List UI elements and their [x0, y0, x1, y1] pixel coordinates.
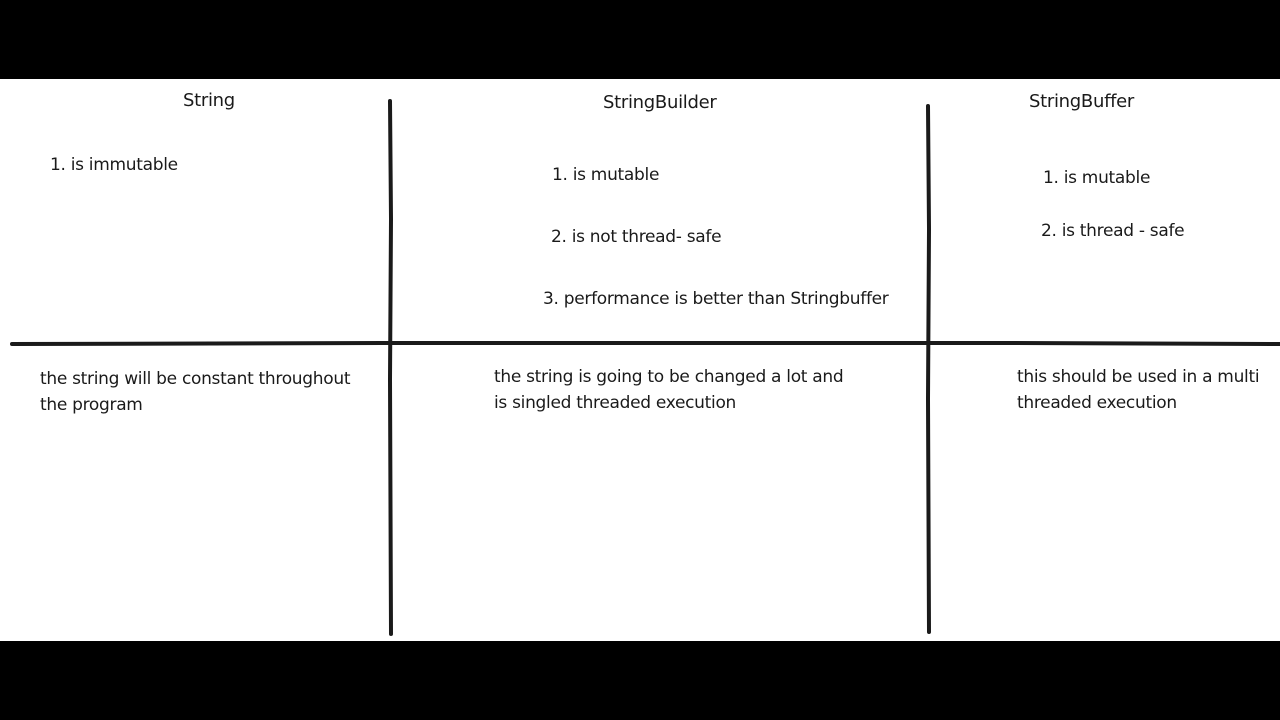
column-heading-stringbuffer: StringBuffer [1029, 91, 1135, 112]
stringbuilder-point-3: 3. performance is better than Stringbuffer [543, 289, 889, 309]
column-heading-string: String [183, 90, 235, 111]
column-heading-stringbuilder: StringBuilder [603, 92, 717, 113]
stringbuffer-point-2: 2. is thread - safe [1041, 221, 1185, 241]
whiteboard-canvas [0, 79, 1280, 641]
divider-line-right [928, 106, 929, 632]
stringbuilder-point-2: 2. is not thread- safe [551, 227, 722, 247]
stringbuffer-point-1: 1. is mutable [1043, 168, 1151, 188]
divider-line-horizontal [12, 343, 1280, 344]
string-point-1: 1. is immutable [50, 155, 178, 175]
string-usage-note: the string will be constant throughout the program [40, 369, 351, 415]
stringbuffer-usage-note: this should be used in a multi threaded execution [1017, 367, 1260, 413]
divider-line-left [390, 101, 391, 634]
stringbuilder-point-1: 1. is mutable [552, 165, 660, 185]
stringbuilder-usage-note: the string is going to be changed a lot and is singled threaded execution [494, 367, 844, 413]
